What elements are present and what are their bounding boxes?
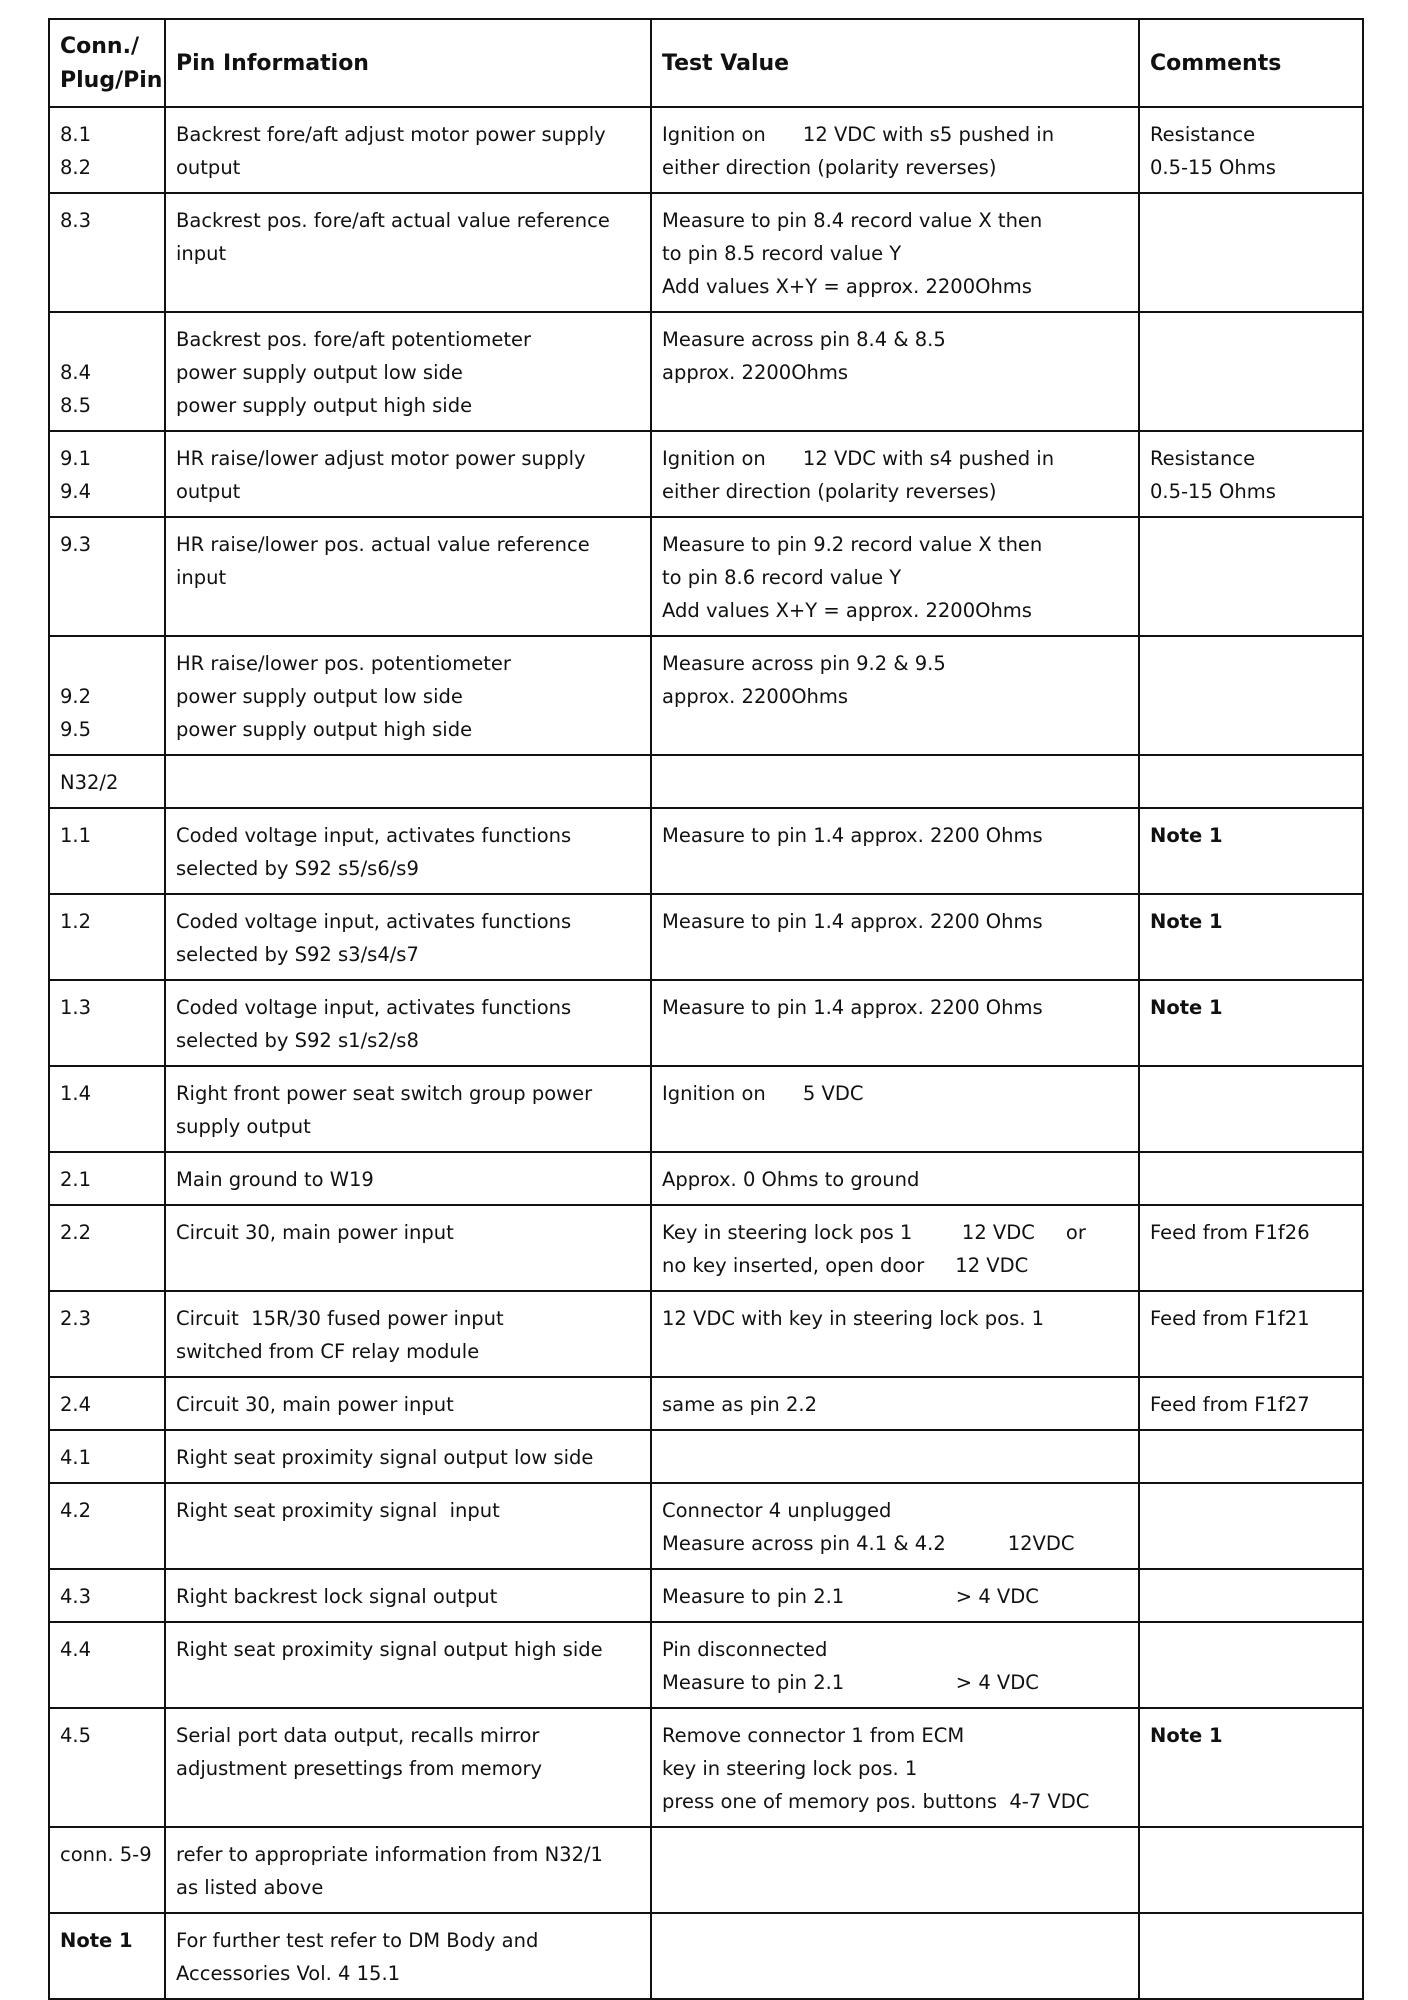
cell-conn-plug-pin-line: 1.1 [60, 824, 92, 847]
cell-conn-plug-pin-line: 2.4 [60, 1393, 92, 1416]
cell-conn-plug-pin [49, 808, 165, 894]
cell-conn-plug-pin [49, 1430, 165, 1483]
header-conn-plug-pin [49, 19, 165, 107]
cell-comments-line [1150, 647, 1352, 680]
cell-test-value-line: to pin 8.5 record value Y [662, 242, 902, 265]
table-row [49, 755, 1363, 808]
cell-comments-line: 0.5-15 Ohms [1150, 156, 1276, 179]
cell-test-value [651, 1708, 1139, 1827]
cell-conn-plug-pin [49, 894, 165, 980]
cell-comments [1139, 894, 1363, 980]
cell-conn-plug-pin [49, 1066, 165, 1152]
cell-comments-line: Feed from F1f27 [1150, 1393, 1310, 1416]
header-pin-information: Pin Information [165, 19, 651, 107]
cell-test-value-line: approx. 2200Ohms [662, 361, 849, 384]
cell-test-value [651, 1291, 1139, 1377]
cell-conn-plug-pin [49, 1708, 165, 1827]
cell-test-value-line: same as pin 2.2 [662, 1393, 817, 1416]
cell-pin-information [165, 1483, 651, 1569]
cell-comments-line [1150, 528, 1352, 561]
header-comments: Comments [1139, 19, 1363, 107]
cell-pin-information-line: input [176, 566, 227, 589]
cell-conn-plug-pin [49, 1622, 165, 1708]
cell-pin-information-line: Coded voltage input, activates functions [176, 910, 572, 933]
cell-conn-plug-pin [49, 193, 165, 312]
cell-test-value [651, 1622, 1139, 1708]
cell-pin-information [165, 1827, 651, 1913]
cell-test-value [651, 312, 1139, 431]
cell-test-value-line [662, 1838, 1128, 1871]
cell-test-value [651, 755, 1139, 808]
header-conn-line-1: Conn./ [60, 34, 139, 59]
cell-test-value-line: Measure across pin 8.4 & 8.5 [662, 328, 946, 351]
cell-test-value [651, 517, 1139, 636]
cell-comments [1139, 808, 1363, 894]
header-conn-line-2: Plug/Pin [60, 68, 163, 93]
cell-conn-plug-pin-line [60, 323, 154, 356]
table-row [49, 431, 1363, 517]
cell-test-value-line: Key in steering lock pos 1 12 VDC or [662, 1221, 1086, 1244]
cell-test-value [651, 193, 1139, 312]
cell-comments-line: Note 1 [1150, 996, 1223, 1019]
cell-test-value-line: either direction (polarity reverses) [662, 480, 997, 503]
table-row [49, 636, 1363, 755]
cell-pin-information-line: Coded voltage input, activates functions [176, 996, 572, 1019]
cell-test-value-line: Add values X+Y = approx. 2200Ohms [662, 599, 1032, 622]
cell-comments-line [1150, 1633, 1352, 1666]
cell-comments [1139, 1377, 1363, 1430]
cell-conn-plug-pin-line: 9.3 [60, 533, 92, 556]
cell-comments [1139, 980, 1363, 1066]
cell-test-value-line: Measure across pin 9.2 & 9.5 [662, 652, 946, 675]
cell-test-value-line: approx. 2200Ohms [662, 685, 849, 708]
cell-comments [1139, 312, 1363, 431]
cell-comments-line [1150, 1163, 1352, 1196]
cell-comments-line [1150, 1924, 1352, 1957]
cell-conn-plug-pin [49, 755, 165, 808]
cell-pin-information-line: Backrest pos. fore/aft potentiometer [176, 328, 532, 351]
cell-conn-plug-pin-line: 8.3 [60, 209, 92, 232]
cell-pin-information [165, 1569, 651, 1622]
cell-test-value-line: Measure to pin 1.4 approx. 2200 Ohms [662, 824, 1043, 847]
cell-test-value-line: Measure to pin 2.1 > 4 VDC [662, 1585, 1039, 1608]
cell-conn-plug-pin-line: 1.2 [60, 910, 92, 933]
cell-conn-plug-pin-line [60, 647, 154, 680]
cell-conn-plug-pin [49, 1913, 165, 1999]
cell-test-value [651, 431, 1139, 517]
cell-pin-information-line: power supply output high side [176, 394, 473, 417]
cell-comments-line [1150, 323, 1352, 356]
cell-test-value [651, 1066, 1139, 1152]
cell-comments [1139, 431, 1363, 517]
cell-conn-plug-pin-line: 4.4 [60, 1638, 92, 1661]
cell-pin-information-line: HR raise/lower pos. actual value reference [176, 533, 590, 556]
cell-pin-information-line: output [176, 156, 241, 179]
cell-test-value-line: press one of memory pos. buttons 4-7 VDC [662, 1790, 1090, 1813]
cell-pin-information-line: Right seat proximity signal input [176, 1499, 500, 1522]
cell-pin-information [165, 808, 651, 894]
cell-pin-information [165, 517, 651, 636]
table-row [49, 1291, 1363, 1377]
cell-pin-information-line: supply output [176, 1115, 311, 1138]
table-body [49, 107, 1363, 1999]
cell-conn-plug-pin [49, 1569, 165, 1622]
cell-comments-line [1150, 204, 1352, 237]
table-row [49, 894, 1363, 980]
pin-test-table-page [48, 18, 1362, 2000]
cell-test-value-line: Measure to pin 1.4 approx. 2200 Ohms [662, 910, 1043, 933]
cell-test-value-line: 12 VDC with key in steering lock pos. 1 [662, 1307, 1045, 1330]
cell-conn-plug-pin-line: 2.3 [60, 1307, 92, 1330]
cell-pin-information [165, 431, 651, 517]
cell-conn-plug-pin-line: 2.2 [60, 1221, 92, 1244]
cell-comments [1139, 517, 1363, 636]
cell-pin-information-line [176, 766, 640, 799]
cell-conn-plug-pin-line: 8.1 [60, 123, 92, 146]
cell-pin-information-line: Backrest fore/aft adjust motor power supply [176, 123, 606, 146]
table-row [49, 1569, 1363, 1622]
cell-pin-information [165, 1708, 651, 1827]
cell-pin-information-line: Backrest pos. fore/aft actual value reference [176, 209, 610, 232]
cell-comments-line: 0.5-15 Ohms [1150, 480, 1276, 503]
cell-test-value-line: Connector 4 unplugged [662, 1499, 892, 1522]
cell-pin-information [165, 1913, 651, 1999]
cell-conn-plug-pin-line: 4.2 [60, 1499, 92, 1522]
cell-pin-information-line: Accessories Vol. 4 15.1 [176, 1962, 401, 1985]
cell-comments [1139, 107, 1363, 193]
cell-test-value-line: Measure to pin 1.4 approx. 2200 Ohms [662, 996, 1043, 1019]
cell-test-value-line: key in steering lock pos. 1 [662, 1757, 918, 1780]
cell-pin-information-line: switched from CF relay module [176, 1340, 480, 1363]
cell-test-value-line: Measure to pin 8.4 record value X then [662, 209, 1043, 232]
cell-pin-information [165, 312, 651, 431]
cell-pin-information-line: Right backrest lock signal output [176, 1585, 498, 1608]
table-row [49, 1152, 1363, 1205]
cell-test-value [651, 1827, 1139, 1913]
cell-pin-information-line: power supply output low side [176, 361, 463, 384]
cell-comments-line [1150, 1838, 1352, 1871]
cell-comments-line [1150, 1494, 1352, 1527]
cell-conn-plug-pin-line: 9.4 [60, 480, 92, 503]
cell-conn-plug-pin-line: 4.1 [60, 1446, 92, 1469]
cell-pin-information [165, 636, 651, 755]
table-row [49, 980, 1363, 1066]
cell-test-value-line: no key inserted, open door 12 VDC [662, 1254, 1029, 1277]
cell-conn-plug-pin-line: 9.1 [60, 447, 92, 470]
cell-conn-plug-pin [49, 1152, 165, 1205]
cell-pin-information-line: Circuit 30, main power input [176, 1221, 454, 1244]
cell-pin-information-line: as listed above [176, 1876, 324, 1899]
cell-pin-information [165, 894, 651, 980]
cell-pin-information [165, 1291, 651, 1377]
cell-pin-information [165, 193, 651, 312]
cell-test-value [651, 1430, 1139, 1483]
cell-pin-information-line: selected by S92 s3/s4/s7 [176, 943, 419, 966]
cell-comments-line: Feed from F1f26 [1150, 1221, 1310, 1244]
cell-pin-information-line: power supply output low side [176, 685, 463, 708]
cell-pin-information-line: HR raise/lower adjust motor power supply [176, 447, 586, 470]
cell-pin-information-line: adjustment presettings from memory [176, 1757, 543, 1780]
cell-comments-line: Note 1 [1150, 910, 1223, 933]
cell-pin-information-line: For further test refer to DM Body and [176, 1929, 539, 1952]
cell-comments [1139, 755, 1363, 808]
cell-pin-information [165, 1430, 651, 1483]
cell-pin-information-line: Coded voltage input, activates functions [176, 824, 572, 847]
cell-test-value-line: Pin disconnected [662, 1638, 828, 1661]
cell-test-value-line: to pin 8.6 record value Y [662, 566, 902, 589]
cell-test-value-line: Ignition on 5 VDC [662, 1082, 864, 1105]
cell-conn-plug-pin [49, 1205, 165, 1291]
cell-comments [1139, 1430, 1363, 1483]
cell-conn-plug-pin-line: N32/2 [60, 771, 119, 794]
cell-test-value-line: Approx. 0 Ohms to ground [662, 1168, 920, 1191]
table-row [49, 808, 1363, 894]
table-row [49, 1430, 1363, 1483]
cell-conn-plug-pin [49, 517, 165, 636]
cell-comments-line: Note 1 [1150, 1724, 1223, 1747]
cell-test-value [651, 1377, 1139, 1430]
cell-comments [1139, 1569, 1363, 1622]
cell-test-value-line: Add values X+Y = approx. 2200Ohms [662, 275, 1032, 298]
cell-comments [1139, 1913, 1363, 1999]
cell-comments-line: Note 1 [1150, 824, 1223, 847]
cell-pin-information-line: Right seat proximity signal output high side [176, 1638, 603, 1661]
cell-comments [1139, 1622, 1363, 1708]
table-row [49, 1827, 1363, 1913]
cell-test-value [651, 894, 1139, 980]
cell-test-value-line: either direction (polarity reverses) [662, 156, 997, 179]
cell-comments-line [1150, 1580, 1352, 1613]
cell-pin-information-line: input [176, 242, 227, 265]
cell-conn-plug-pin-line: 4.3 [60, 1585, 92, 1608]
cell-pin-information-line: selected by S92 s1/s2/s8 [176, 1029, 419, 1052]
cell-comments-line: Resistance [1150, 123, 1256, 146]
cell-conn-plug-pin [49, 1827, 165, 1913]
cell-test-value [651, 1152, 1139, 1205]
cell-pin-information-line: HR raise/lower pos. potentiometer [176, 652, 511, 675]
cell-test-value [651, 1569, 1139, 1622]
table-row [49, 1913, 1363, 1999]
cell-conn-plug-pin-line: 4.5 [60, 1724, 92, 1747]
table-row [49, 1377, 1363, 1430]
cell-test-value-line: Ignition on 12 VDC with s5 pushed in [662, 123, 1055, 146]
cell-conn-plug-pin-line: conn. 5-9 [60, 1843, 152, 1866]
cell-test-value [651, 1913, 1139, 1999]
table-row [49, 107, 1363, 193]
table-row [49, 1205, 1363, 1291]
cell-pin-information [165, 1377, 651, 1430]
cell-conn-plug-pin-line: 8.2 [60, 156, 92, 179]
cell-comments [1139, 1827, 1363, 1913]
cell-comments-line [1150, 766, 1352, 799]
cell-comments [1139, 1152, 1363, 1205]
header-row [49, 19, 1363, 107]
cell-comments [1139, 1205, 1363, 1291]
cell-test-value [651, 980, 1139, 1066]
cell-pin-information-line: Right seat proximity signal output low side [176, 1446, 594, 1469]
cell-pin-information-line: output [176, 480, 241, 503]
cell-conn-plug-pin-line: 8.5 [60, 394, 92, 417]
cell-test-value-line [662, 1924, 1128, 1957]
cell-conn-plug-pin [49, 107, 165, 193]
cell-pin-information [165, 755, 651, 808]
cell-test-value [651, 1205, 1139, 1291]
cell-conn-plug-pin-line: 8.4 [60, 361, 92, 384]
cell-pin-information [165, 1152, 651, 1205]
cell-test-value-line [662, 766, 1128, 799]
cell-test-value-line [662, 1441, 1128, 1474]
cell-conn-plug-pin [49, 636, 165, 755]
cell-pin-information-line: Circuit 15R/30 fused power input [176, 1307, 504, 1330]
header-test-value: Test Value [651, 19, 1139, 107]
cell-conn-plug-pin [49, 1483, 165, 1569]
cell-comments-line [1150, 1077, 1352, 1110]
cell-comments [1139, 636, 1363, 755]
table-row [49, 1483, 1363, 1569]
cell-test-value-line: Measure across pin 4.1 & 4.2 12VDC [662, 1532, 1075, 1555]
table-row [49, 1708, 1363, 1827]
cell-comments [1139, 1708, 1363, 1827]
cell-conn-plug-pin-line: Note 1 [60, 1929, 133, 1952]
cell-test-value-line: Remove connector 1 from ECM [662, 1724, 965, 1747]
cell-conn-plug-pin-line: 2.1 [60, 1168, 92, 1191]
cell-test-value [651, 808, 1139, 894]
cell-test-value-line: Measure to pin 2.1 > 4 VDC [662, 1671, 1039, 1694]
cell-comments-line: Feed from F1f21 [1150, 1307, 1310, 1330]
cell-pin-information [165, 107, 651, 193]
cell-comments-line [1150, 1441, 1352, 1474]
cell-pin-information [165, 980, 651, 1066]
cell-comments [1139, 1291, 1363, 1377]
cell-pin-information-line: selected by S92 s5/s6/s9 [176, 857, 419, 880]
cell-pin-information-line: Circuit 30, main power input [176, 1393, 454, 1416]
cell-conn-plug-pin-line: 9.5 [60, 718, 92, 741]
table-row [49, 312, 1363, 431]
table-row [49, 517, 1363, 636]
cell-conn-plug-pin-line: 1.4 [60, 1082, 92, 1105]
cell-comments-line: Resistance [1150, 447, 1256, 470]
cell-conn-plug-pin-line: 1.3 [60, 996, 92, 1019]
cell-conn-plug-pin [49, 1291, 165, 1377]
table-row [49, 193, 1363, 312]
cell-test-value [651, 107, 1139, 193]
cell-conn-plug-pin [49, 431, 165, 517]
cell-pin-information-line: refer to appropriate information from N32/1 [176, 1843, 603, 1866]
pin-test-table [48, 18, 1364, 2000]
cell-test-value-line: Measure to pin 9.2 record value X then [662, 533, 1043, 556]
cell-test-value-line: Ignition on 12 VDC with s4 pushed in [662, 447, 1055, 470]
cell-test-value [651, 636, 1139, 755]
cell-conn-plug-pin [49, 312, 165, 431]
cell-comments [1139, 193, 1363, 312]
cell-comments [1139, 1066, 1363, 1152]
cell-pin-information-line: Main ground to W19 [176, 1168, 374, 1191]
cell-pin-information [165, 1066, 651, 1152]
table-row [49, 1066, 1363, 1152]
cell-pin-information-line: power supply output high side [176, 718, 473, 741]
cell-comments [1139, 1483, 1363, 1569]
cell-pin-information-line: Right front power seat switch group power [176, 1082, 593, 1105]
cell-pin-information-line: Serial port data output, recalls mirror [176, 1724, 540, 1747]
cell-conn-plug-pin-line: 9.2 [60, 685, 92, 708]
cell-pin-information [165, 1205, 651, 1291]
cell-test-value [651, 1483, 1139, 1569]
table-row [49, 1622, 1363, 1708]
cell-conn-plug-pin [49, 1377, 165, 1430]
cell-pin-information [165, 1622, 651, 1708]
cell-conn-plug-pin [49, 980, 165, 1066]
